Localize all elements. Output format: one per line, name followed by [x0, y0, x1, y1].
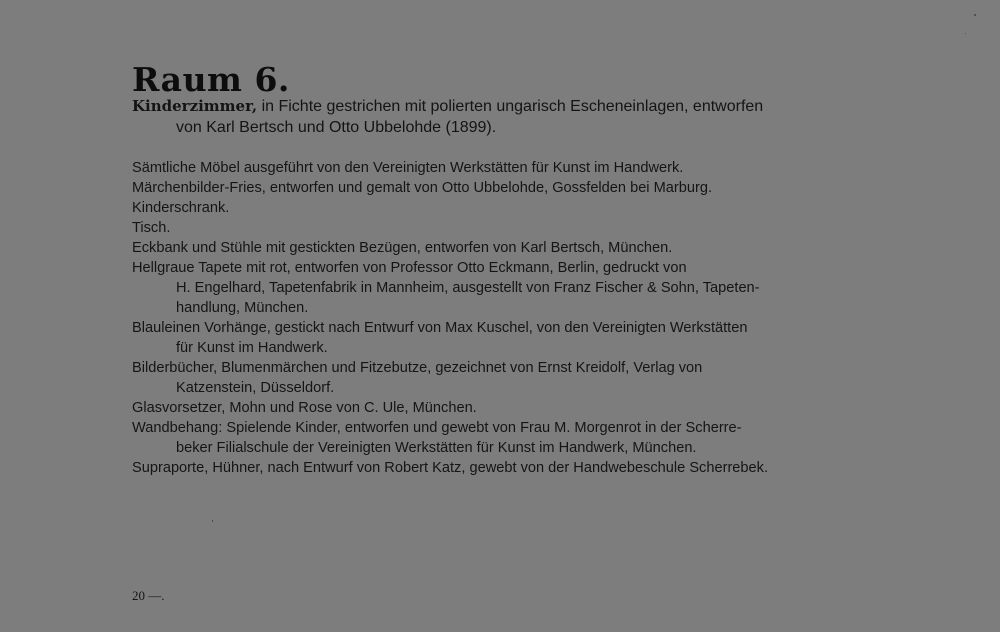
- entry-line: Märchenbilder-Fries, entworfen und gemalt von Otto Ubbelohde, Gossfelden bei Marburg.: [132, 180, 713, 196]
- entry-list: [132, 158, 858, 478]
- entry-continuation-line: beker Filialschule der Vereinigten Werkstätten für Kunst im Handwerk, München.: [176, 440, 697, 456]
- entry-line: Glasvorsetzer, Mohn und Rose von C. Ule, München.: [132, 400, 477, 416]
- print-speck: [974, 14, 976, 16]
- print-speck: [965, 33, 966, 34]
- list-item: [132, 158, 858, 178]
- entry-line: Sämtliche Möbel ausgeführt von den Vereinigten Werkstätten für Kunst im Handwerk.: [132, 160, 684, 176]
- intro-line-2: von Karl Bertsch und Otto Ubbelohde (1899).: [176, 119, 497, 136]
- list-item: [132, 458, 858, 478]
- page-title: Raum 6.: [132, 60, 290, 100]
- entry-line: Blauleinen Vorhänge, gestickt nach Entwurf von Max Kuschel, von den Vereinigten Werkstätten: [132, 320, 748, 336]
- entry-line: Wandbehang: Spielende Kinder, entworfen und gewebt von Frau M. Morgenrot in der Scherre-: [132, 420, 742, 436]
- print-speck: [212, 520, 213, 522]
- entry-line: Supraporte, Hühner, nach Entwurf von Robert Katz, gewebt von der Handwebeschule Scherrebek.: [132, 460, 769, 476]
- list-item: [132, 318, 858, 358]
- list-item: [132, 178, 858, 198]
- entry-continuation-line: H. Engelhard, Tapetenfabrik in Mannheim, ausgestellt von Franz Fischer & Sohn, Tapeten-: [176, 280, 760, 296]
- list-item: [132, 398, 858, 418]
- intro-lead: Kinderzimmer,: [132, 97, 258, 115]
- entry-line: Bilderbücher, Blumenmärchen und Fitzebutze, gezeichnet von Ernst Kreidolf, Verlag von: [132, 360, 703, 376]
- entry-line: Hellgraue Tapete mit rot, entworfen von Professor Otto Eckmann, Berlin, gedruckt von: [132, 260, 687, 276]
- entry-line: Eckbank und Stühle mit gestickten Bezügen, entworfen von Karl Bertsch, München.: [132, 240, 673, 256]
- page-number: 20 —.: [132, 588, 165, 603]
- entry-line: Tisch.: [132, 220, 171, 236]
- list-item: [132, 258, 858, 318]
- entry-line: Kinderschrank.: [132, 200, 230, 216]
- list-item: [132, 218, 858, 238]
- entry-continuation-line: Katzenstein, Düsseldorf.: [176, 380, 335, 396]
- list-item: [132, 418, 858, 458]
- list-item: [132, 238, 858, 258]
- entry-continuation-line: handlung, München.: [176, 300, 309, 316]
- list-item: [132, 198, 858, 218]
- intro-line-1-text: in Fichte gestrichen mit polierten ungarisch Escheneinlagen, entworfen: [257, 98, 764, 115]
- list-item: [132, 358, 858, 398]
- intro-line-1: [132, 96, 856, 117]
- entry-continuation-line: für Kunst im Handwerk.: [176, 340, 328, 356]
- intro-paragraph: [132, 96, 856, 138]
